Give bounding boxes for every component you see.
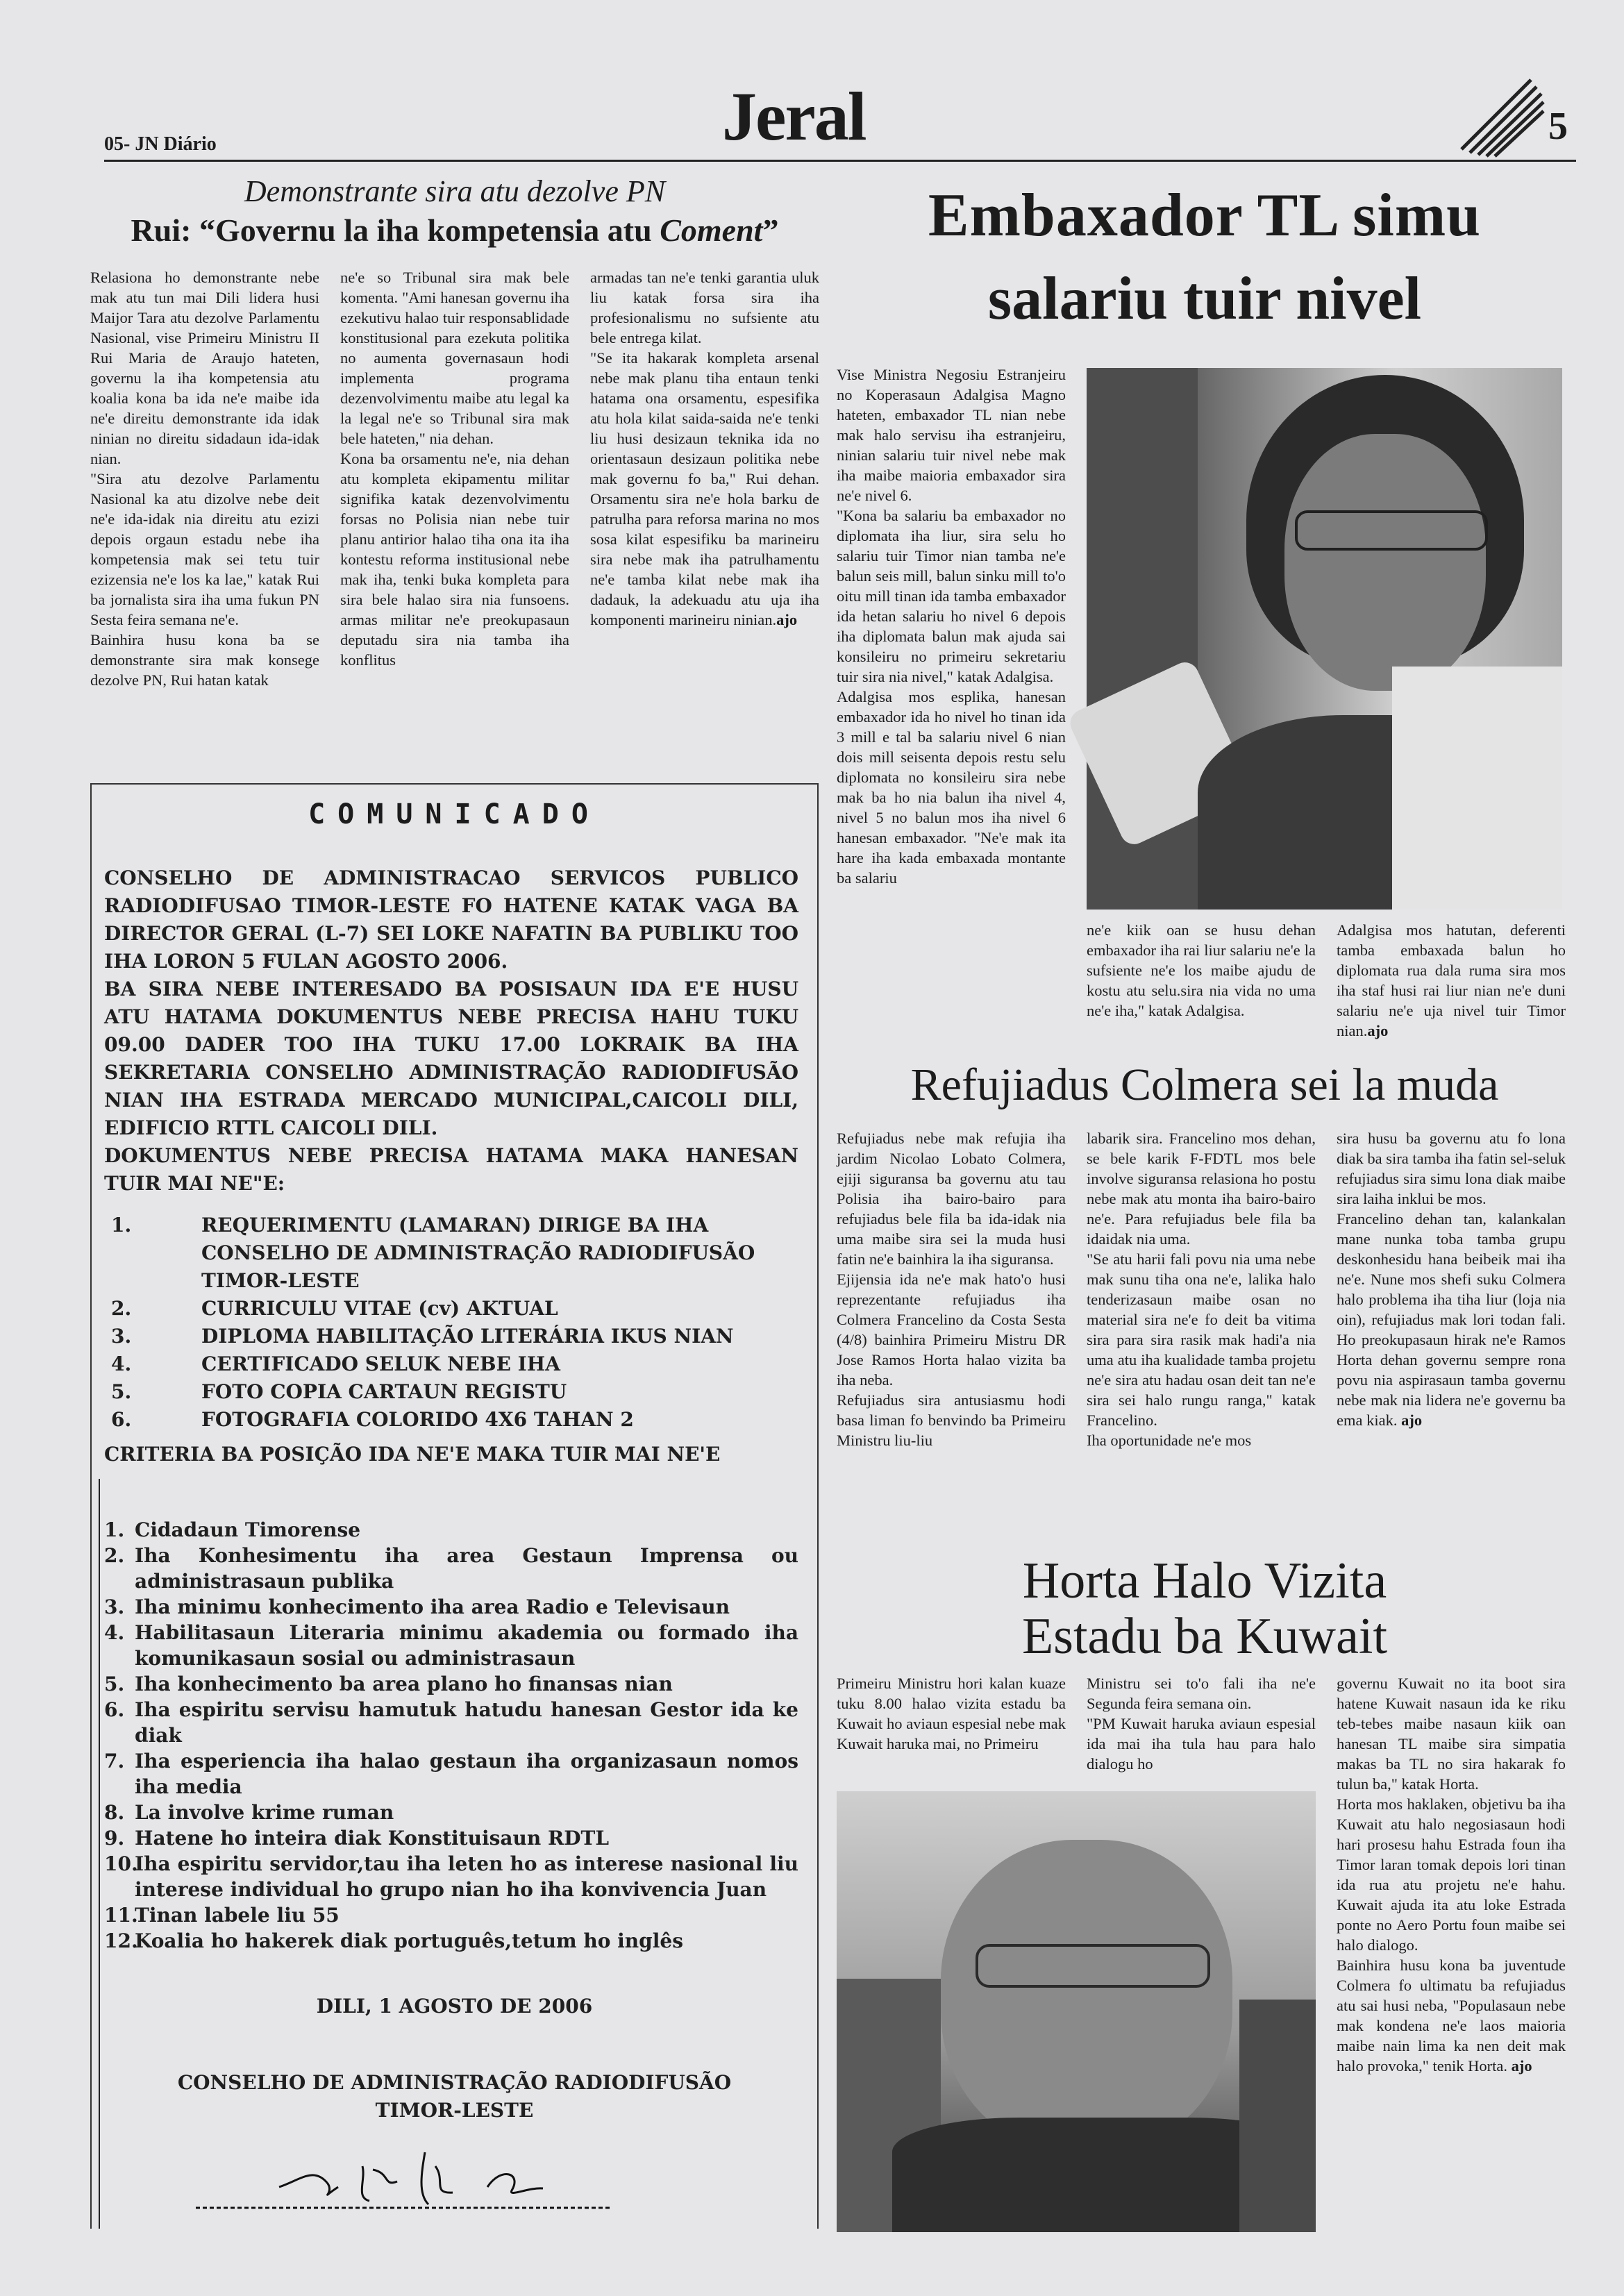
list-item [104, 1620, 798, 1671]
signature-mark-icon [196, 2138, 612, 2215]
refujiadus-column-3 [1337, 1128, 1566, 1548]
list-item [111, 1295, 798, 1323]
refujiadus-column-1: Refujiadus nebe mak refujia iha jardim Nicolao Lobato Colmera, ejiji siguransa ba governu atu tau Polisia iha bairo-bairo para refujiadus bele fila ba ida-idak nia uma maibe sira sei la muda husi fatin ne'e bainhira la iha siguransa. Ejijensia ida ne'e mak hato'o husi reprezentante refujiadus iha Colmera Francelino da Costa Sesta (4/8) bainhira Primeiru Mistru DR Jose Ramos Horta halao vizita ba iha neba. Refujiadus sira antusiasmu hodi basa liman fo benvindo ba Primeiru Ministru liu-liu [837, 1130, 1066, 1449]
list-item [104, 1517, 798, 1543]
list-item [104, 1748, 798, 1800]
item-text: CURRICULU VITAE (cv) AKTUAL [201, 1297, 558, 1320]
item-number: 10. [104, 1852, 138, 1875]
embaxador-headline-line1: Embaxador TL simu [928, 182, 1482, 249]
item-number: 4. [104, 1621, 125, 1644]
item-number: 6. [104, 1698, 125, 1721]
item-text: Iha esperiencia iha halao gestaun iha organizasaun nomos iha media [135, 1750, 798, 1798]
rui-headline [90, 212, 819, 249]
embaxador-column-right-text: Adalgisa mos hatutan, deferenti tamba embaxada balun ho diplomata rua dala ruma sira mos iha staf husi rai liur nian ne'e duni salariu ne'e uja nivel tuir Timor nian. [1337, 921, 1566, 1039]
horta-column-3 [1337, 1673, 1566, 2229]
notice-box [90, 783, 819, 2229]
refujiadus-headline: Refujiadus Colmera sei la muda [910, 1059, 1499, 1110]
photo-glasses [1295, 510, 1488, 551]
item-number: 2. [111, 1297, 132, 1320]
rui-column-3 [590, 267, 819, 778]
embaxador-column-right [1337, 920, 1566, 1059]
list-item [111, 1378, 798, 1406]
horta-column-2: Ministru sei to'o fali iha ne'e Segunda feira semana oin. "PM Kuwait haruka aviaun espesial ida mai iha tula hau para halo dialogu ho [1087, 1675, 1316, 1773]
slash-lines-icon [1455, 73, 1545, 156]
notice-body: BA SIRA NEBE INTERESADO BA POSISAUN IDA E'E HUSU ATU HATAMA DOKUMENTUS NEBE PRECISA HAHU TUKU 09.00 DADER TOO IHA TUKU 17.00 LOKRAIK BA IHA SEKRETARIA CONSELHO ADMINISTRAÇÃO RADIODIFUSÃO NIAN IHA ESTRADA MERCADO MUNICIPAL,CAICOLI DILI, EDIFICIO RTTL CAICOLI DILI. [104, 978, 798, 1139]
item-text: Habilitasaun Literaria minimu akademia ou formado iha komunikasaun sosial ou administrasaun [135, 1621, 798, 1670]
horta-column-1: Primeiru Ministru hori kalan kuaze tuku 8.00 halao vizita estadu ba Kuwait ho aviaun espesial nebe mak Kuwait haruka mai, no Primeiru [837, 1675, 1066, 1752]
item-number: 9. [104, 1827, 125, 1850]
list-item [111, 1406, 798, 1434]
rui-headline-italic: Coment [660, 212, 763, 248]
item-number: 1. [104, 1518, 125, 1541]
notice-docs-intro: DOKUMENTUS NEBE PRECISA HATAMA MAKA HANESAN TUIR MAI NE"E: [104, 1144, 798, 1195]
horta-signature: ajo [1511, 2057, 1532, 2075]
item-text: Hatene ho inteira diak Konstituisaun RDTL [135, 1827, 610, 1850]
rui-column-3-text: armadas tan ne'e tenki garantia uluk liu katak forsa sira iha profesionalismu no sufsiente atu bele entrega kilat. "Se ita hakarak kompleta arsenal nebe mak planu tiha entaun tenki hatama ona orsamentu, espesifika atu hola kilat saida-saida ne'e tenki liu husi desizaun teknika ida no orientasaun desizaun politika nebe mak governu fo ba," Rui dehan. Orsamentu sira ne'e hola barku de patrulha para reforsa marina no mos sosa kilat espesifiku ba marineiru sira nebe mak iha patrulhamentu ne'e tamba kilat nebe mak iha dadauk, la adekuadu atu uja iha komponenti marineiru ninian. [590, 269, 819, 628]
rui-article [90, 170, 819, 781]
item-text: La involve krime ruman [135, 1801, 394, 1824]
requirements-list [111, 1212, 798, 1434]
photo-face [1284, 434, 1486, 691]
list-item [104, 1543, 798, 1594]
item-text: REQUERIMENTU (LAMARAN) DIRIGE BA IHA CONSELHO DE ADMINISTRAÇÃO RADIODIFUSÃO TIMOR-LESTE [201, 1214, 755, 1292]
item-number: 4. [111, 1352, 132, 1375]
header-rule [104, 160, 1576, 162]
refujiadus-article [833, 1059, 1576, 1552]
photo-head [941, 1840, 1232, 2152]
horta-photo [837, 1791, 1316, 2232]
list-item [104, 1928, 798, 1954]
rui-kicker: Demonstrante sira atu dezolve PN [244, 174, 666, 208]
list-item [104, 1902, 798, 1928]
item-number: 8. [104, 1801, 125, 1824]
criteria-heading: CRITERIA BA POSIÇÃO IDA NE'E MAKA TUIR MAI NE'E [104, 1443, 721, 1466]
rui-headline-close: ” [762, 212, 779, 248]
list-item [104, 1594, 798, 1620]
item-text: Tinan labele liu 55 [135, 1904, 340, 1927]
rui-headline-text: Rui: “Governu la iha kompetensia atu [131, 212, 660, 248]
item-number: 5. [111, 1380, 132, 1403]
item-text: CERTIFICADO SELUK NEBE IHA [201, 1352, 560, 1375]
item-number: 2. [104, 1544, 125, 1567]
list-item [104, 1671, 798, 1697]
notice-title: COMUNICADO [308, 798, 601, 830]
rui-signature: ajo [776, 611, 798, 628]
notice-intro: CONSELHO DE ADMINISTRACAO SERVICOS PUBLICO RADIODIFUSAO TIMOR-LESTE FO HATENE KATAK VAGA BA DIRECTOR GERAL (L-7) SEI LOKE NAFATIN BA PUBLIKU TOO IHA LORON 5 FULAN AGOSTO 2006. [104, 866, 798, 973]
item-number: 1. [111, 1214, 132, 1237]
list-item [104, 1800, 798, 1825]
item-text: FOTO COPIA CARTAUN REGISTU [201, 1380, 567, 1403]
list-item [111, 1323, 798, 1350]
item-text: Iha konhecimento ba area plano ho finansas nian [135, 1673, 673, 1695]
page-number: 5 [1548, 105, 1568, 148]
item-text: Koalia ho hakerek diak português,tetum ho inglês [135, 1929, 683, 1952]
section-title: Jeral [722, 78, 866, 155]
horta-headline-line2: Estadu ba Kuwait [1021, 1608, 1388, 1665]
page-header [0, 0, 1624, 167]
item-text: Iha espiritu servisu hamutuk hatudu hanesan Gestor ida ke diak [135, 1698, 798, 1747]
embaxador-headline-line2: salariu tuir nivel [987, 265, 1422, 333]
adalgisa-photo [1087, 368, 1562, 910]
item-number: 5. [104, 1673, 125, 1695]
photo-right-figure [1239, 2000, 1316, 2232]
horta-column-3-text: governu Kuwait no ita boot sira hatene Kuwait nasaun ida ke riku teb-tebes maibe nasaun kiik oan hanesan TL maibe sira simpatia makas ba TL no sira hakarak fo tulun ba," katak Horta. Horta mos haklaken, objetivu ba iha Kuwait atu halo negosiasaun hodi hari prosesu hahu Estrada foun iha Timor laran tomak depois lori tinan ida rua atu projetu ne'e hahu. Kuwait ajuda ita atu loke Estrada ponte no Aero Portu foun maibe sei halo dialogo. Bainhira husu kona ba juventude Colmera fo ultimatu ba refujiadus atu sai husi neba, "Populasaun nebe mak kondena ne'e laos maioria maibe nain lima ka nen deit mak halo provoka," tenik Horta. [1337, 1675, 1566, 2075]
refujiadus-column-2: labarik sira. Francelino mos dehan, se bele karik F-FDTL mos bele involve siguransa relasiona ho postu nebe mak atu monta iha bairo-bairo ne'e. Para refujiadus bele fila ba idaidak nia uma. "Se atu harii fali povu nia uma nebe mak sunu tiha ona ne'e, lalika halo tenderizasaun maibe osan no material sira ne'e fo deit ba vitima sira para sira rasik mak hadi'a nia uma atu iha kualidade tamba projetu ne'e sira atu hadau osan deit tan ne'e sira sei halo rungu ranga," katak Francelino. Iha oportunidade ne'e mos [1087, 1130, 1316, 1449]
embaxador-signature: ajo [1367, 1022, 1389, 1039]
item-text: Iha minimu konhecimento iha area Radio e Televisaun [135, 1595, 730, 1618]
refujiadus-signature: ajo [1401, 1411, 1423, 1429]
photo-jacket [1392, 667, 1562, 910]
embaxador-column-mid: ne'e kiik oan se husu dehan embaxador iha rai liur salariu ne'e la sufsiente ne'e los maibe ajudu de kostu atu selu.sira nia vida no uma ne'e iha," katak Adalgisa. [1087, 921, 1316, 1019]
item-number: 6. [111, 1408, 132, 1431]
embaxador-column-top: Vise Ministra Negosiu Estranjeiru no Koperasaun Adalgisa Magno hateten, embaxador TL nian nebe mak halo servisu iha estranjeiru, ninian salariu tuir nivel nebe mak iha maibe maioria embaxador sira ne'e nivel 6. "Kona ba salariu ba embaxador no diplomata iha liur, sira selu ho salariu tuir Timor nian tamba ne'e balun seis mill, balun sinku mill to'o oitu mill tinan ida tamba embaxador ida hetan salariu ho nivel 6 depois iha diplomata balun mak ajuda sai konsileiru no primeiru sekretariu tuir sira nia nivel," katak Adalgisa. Adalgisa mos esplika, hanesan embaxador ida ho nivel ho tinan ida 3 mill e tal ba salariu nivel 6 nian dois mill seisenta depois restu selu diplomata no konsileiru sira nebe mak ba ho nia balun iha nivel 4, nivel 5 no balun mos iha nivel 6 hanesan embaxador. "Ne'e mak ita hare iha kada embaxada montante ba salariu [837, 366, 1066, 887]
horta-article [833, 1552, 1576, 2232]
horta-headline-line1: Horta Halo Vizita [1022, 1552, 1387, 1609]
item-text: Iha espiritu servidor,tau iha leten ho as interese nasional liu interese individual ho grupo nian ho iha konvivencia Juan [135, 1852, 798, 1901]
item-number: 3. [104, 1595, 125, 1618]
item-number: 7. [104, 1750, 125, 1773]
notice-issuer-line2: TIMOR-LESTE [375, 2099, 534, 2122]
rui-column-1: Relasiona ho demonstrante nebe mak atu tun mai Dili lidera husi Maijor Tara atu dezolve Parlamentu Nasional, vise Primeiru Ministru II Rui Maria de Araujo hateten, governu la iha kompetensia atu koalia kona ba ida ne'e maibe ida ne'e direitu demonstrante ida idak ninian no direitu sidadaun ida-idak nian. "Sira atu dezolve Parlamentu Nasional ka atu dizolve nebe deit ne'e ida-idak nia direitu atu ezizi depois orgaun estadu nebe iha kompetensia mak sei tetu tuir ezizensia ne'e los ka lae," katak Rui ba jornalista sira iha uma fukun PN Sesta feira semana ne'e. Bainhira husu kona ba se demonstrante sira mak konsege dezolve PN, Rui hatan katak [90, 269, 319, 689]
notice-issuer-line1: CONSELHO DE ADMINISTRAÇÃO RADIODIFUSÃO [177, 2071, 732, 2094]
item-text: FOTOGRAFIA COLORIDO 4X6 TAHAN 2 [201, 1408, 634, 1431]
rui-column-2: ne'e so Tribunal sira mak bele komenta. "Ami hanesan governu iha ezekutivu halao tuir responsablidade konstitusional para ezekuta politika no aumenta governasaun hodi implementa programa dezenvolvimentu maibe atu legal ka la legal ne'e so Tribunal sira mak bele hateten," nia dehan. Kona ba orsamentu ne'e, nia dehan atu kompleta ekipamentu militar signifika katak dezenvolvimentu forsas no Polisia nian nebe tuir planu antirior halao tiha ona ita iha kontestu reforma institusional nebe mak iha, tenki buka kompleta para sira bele halao sira nia funsoens. armas militar ne'e preokupasaun deputadu sira nia tamba iha konflitus [340, 269, 569, 669]
item-text: Cidadaun Timorense [135, 1518, 361, 1541]
embaxador-article [833, 170, 1576, 1059]
list-item [111, 1212, 798, 1295]
list-item [104, 1697, 798, 1748]
notice-dateline: DILI, 1 AGOSTO DE 2006 [316, 1995, 593, 2018]
item-text: Iha Konhesimentu iha area Gestaun Imprensa ou administrasaun publika [135, 1544, 798, 1593]
criteria-list [104, 1517, 798, 1954]
item-number: 3. [111, 1325, 132, 1348]
item-number: 12. [104, 1929, 138, 1952]
list-item [111, 1350, 798, 1378]
list-item [104, 1851, 798, 1902]
photo-glasses [976, 1944, 1210, 1988]
item-text: DIPLOMA HABILITAÇÃO LITERÁRIA IKUS NIAN [201, 1325, 734, 1348]
item-number: 11. [104, 1904, 138, 1927]
folio: 05- JN Diário [104, 133, 217, 155]
refujiadus-column-3-text: sira husu ba governu atu fo lona diak ba sira tamba iha fatin sel-seluk refujiadus sira simu lona diak maibe sira laiha inklui be mos. Francelino dehan tan, kalankalan mane nunka toba tamba grupu deskonhesidu hana beibeik mai iha ne'e. Nune mos shefi suku Colmera halo problema iha tiha liur (loja nia oin), refujiadus mak lori todan fali. Ho preokupasaun hirak ne'e Ramos Horta dehan governu sempre rona povu nia aspirasaun tamba governu nebe mak nia lidera ne'e governu ba ema kiak. [1337, 1130, 1566, 1429]
list-item [104, 1825, 798, 1851]
